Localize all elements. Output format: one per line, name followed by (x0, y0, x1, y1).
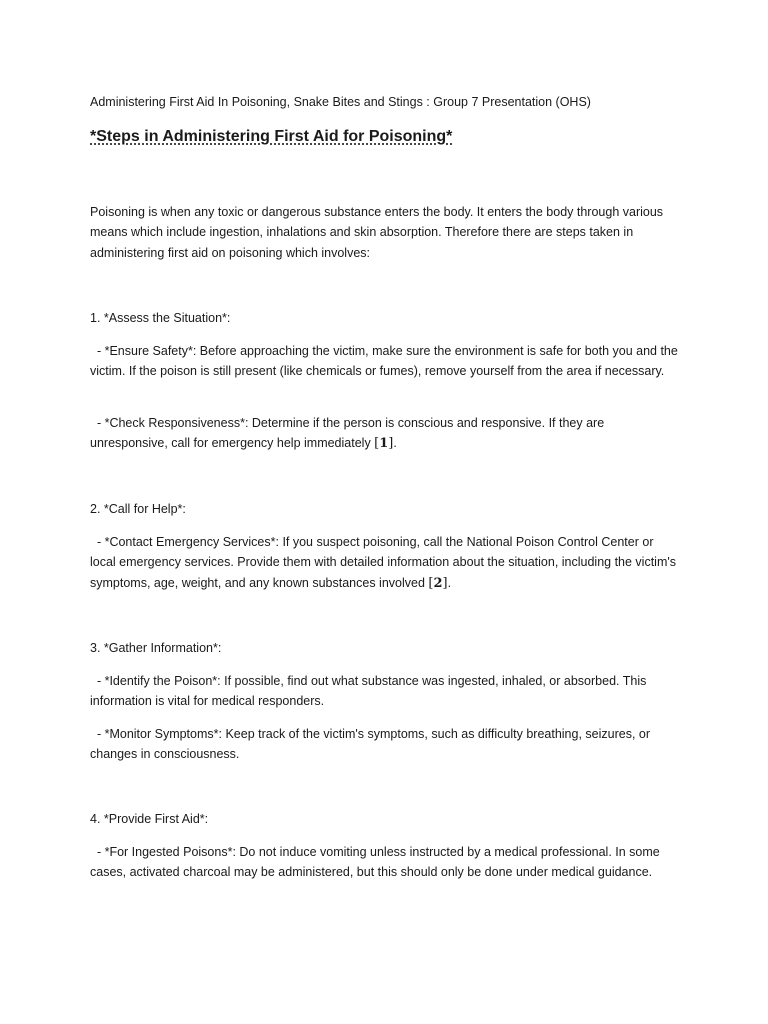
intro-paragraph (90, 202, 680, 263)
list-item (90, 532, 680, 594)
section-1-item-2 (90, 413, 680, 455)
section-heading: 3. *Gather Information*: (90, 641, 222, 655)
document-page (90, 0, 680, 1024)
list-item-text: - *Ensure Safety*: Before approaching the victim, make sure the environment is safe for both you and the victim. If the poison is still present (like chemicals or fumes), remove yourself from the area if necessary. (90, 344, 682, 379)
section-2-heading-block (90, 499, 680, 519)
section-heading: 4. *Provide First Aid*: (90, 812, 209, 826)
section-3-item-1 (90, 671, 680, 712)
document-title: *Steps in Administering First Aid for Poisoning* (90, 128, 453, 145)
section-4-item-1 (90, 842, 680, 883)
section-heading: 2. *Call for Help*: (90, 502, 186, 516)
section-heading: 1. *Assess the Situation*: (90, 311, 231, 325)
list-item-tail: . (447, 575, 452, 590)
citation-marker: [1] (374, 436, 394, 452)
section-1-item-1 (90, 341, 680, 382)
list-item (90, 413, 680, 455)
list-item-text: - *Monitor Symptoms*: Keep track of the victim's symptoms, such as difficulty breathing, seizures, or changes in consciousness. (90, 727, 654, 762)
document-heading: Administering First Aid In Poisoning, Snake Bites and Stings : Group 7 Presentation (OHS) (90, 95, 591, 109)
section-4-heading-block (90, 809, 680, 829)
list-item-text: - *Contact Emergency Services*: If you suspect poisoning, call the National Poison Control Center or local emergency services. Provide them with detailed information about the situation, including the victim's symptoms, age, weight, and any known substances involved (90, 535, 680, 590)
section-3-heading-block (90, 638, 680, 658)
intro-text: Poisoning is when any toxic or dangerous substance enters the body. It enters the body through various means which include ingestion, inhalations and skin absorption. Therefore there are steps taken in administering first aid on poisoning which involves: (90, 205, 664, 260)
section-2-item-1 (90, 532, 680, 594)
citation-marker: [2] (428, 575, 448, 591)
list-item-text: - *Check Responsiveness*: Determine if the person is conscious and responsive. If they are unresponsive, call for emergency help immediately (90, 416, 608, 451)
list-item-text: - *Identify the Poison*: If possible, find out what substance was ingested, inhaled, or absorbed. This information is vital for medical responders. (90, 674, 650, 709)
section-3-item-2 (90, 724, 680, 765)
list-item-text: - *For Ingested Poisons*: Do not induce vomiting unless instructed by a medical professional. In some cases, activated charcoal may be administered, but this should only be done under medical guidance. (90, 845, 664, 880)
section-1-heading-block (90, 308, 680, 328)
list-item-tail: . (393, 436, 397, 451)
